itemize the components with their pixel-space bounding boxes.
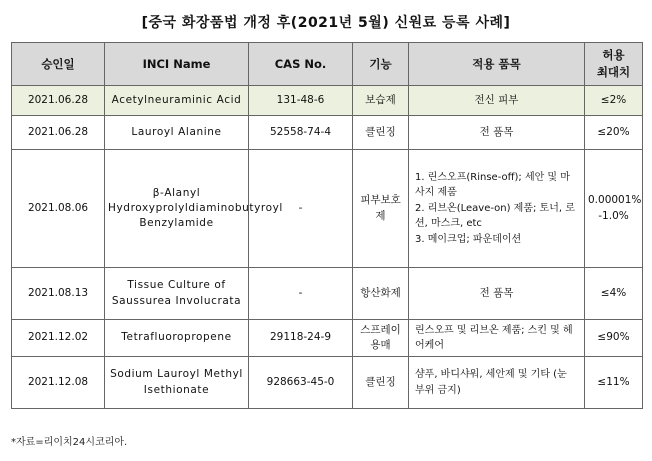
application-item: 린스오프 및 리브온 제품; 스킨 및 헤어케어 xyxy=(415,324,573,351)
cell-function: 클린징 xyxy=(353,116,409,150)
cell-date: 2021.08.06 xyxy=(12,150,105,268)
cell-max-limit: ≤20% xyxy=(585,116,643,150)
header-limit-line1: 허용 xyxy=(602,48,625,63)
application-item: 전신 피부 xyxy=(474,93,519,106)
cell-applications xyxy=(409,86,585,116)
cell-max-limit: ≤11% xyxy=(585,357,643,409)
cell-date: 2021.06.28 xyxy=(12,116,105,150)
page-title: [중국 화장품법 개정 후(2021년 5월) 신원료 등록 사례] xyxy=(141,15,511,31)
table-row xyxy=(12,150,643,268)
cell-max-limit: ≤2% xyxy=(585,86,643,116)
header-limit-line2: 최대치 xyxy=(596,65,631,79)
cell-applications xyxy=(409,150,585,268)
cell-date: 2021.06.28 xyxy=(12,86,105,116)
cell-cas-number: - xyxy=(249,268,353,320)
table-row xyxy=(12,268,643,320)
cell-applications xyxy=(409,357,585,409)
cell-inci-name: Sodium Lauroyl Methyl Isethionate xyxy=(105,357,249,409)
application-item: 전 품목 xyxy=(479,286,514,299)
cell-max-limit: ≤90% xyxy=(585,320,643,357)
cell-cas-number: 131-48-6 xyxy=(249,86,353,116)
cell-function: 스프레이 용매 xyxy=(353,320,409,357)
header-date: 승인일 xyxy=(12,43,105,86)
source-note: *자료=리이치24시코리아. xyxy=(11,437,128,448)
cell-cas-number: 52558-74-4 xyxy=(249,116,353,150)
cell-max-limit: 0.00001% -1.0% xyxy=(585,150,643,268)
cell-inci-name: Lauroyl Alanine xyxy=(105,116,249,150)
table-row xyxy=(12,116,643,150)
ingredient-table xyxy=(11,42,643,409)
header-limit xyxy=(585,43,643,86)
cell-max-limit: ≤4% xyxy=(585,268,643,320)
application-item: 2. 리브온(Leave-on) 제품; 토너, 로션, 마스크, etc xyxy=(415,202,575,230)
cell-cas-number: - xyxy=(249,150,353,268)
cell-function: 보습제 xyxy=(353,86,409,116)
application-item: 3. 메이크업; 파운데이션 xyxy=(415,233,522,245)
cell-function: 피부보호제 xyxy=(353,150,409,268)
table-row xyxy=(12,320,643,357)
header-function: 기능 xyxy=(353,43,409,86)
header-applications: 적용 품목 xyxy=(409,43,585,86)
cell-applications xyxy=(409,116,585,150)
cell-inci-name: β-Alanyl Hydroxyprolyldiaminobutyroyl Benzylamide xyxy=(105,150,249,268)
header-cas: CAS No. xyxy=(249,43,353,86)
cell-function: 항산화제 xyxy=(353,268,409,320)
cell-inci-name: Tetrafluoropropene xyxy=(105,320,249,357)
cell-inci-name: Acetylneuraminic Acid xyxy=(105,86,249,116)
cell-date: 2021.08.13 xyxy=(12,268,105,320)
header-inci: INCI Name xyxy=(105,43,249,86)
cell-date: 2021.12.08 xyxy=(12,357,105,409)
cell-date: 2021.12.02 xyxy=(12,320,105,357)
table-header-row xyxy=(12,43,643,86)
cell-cas-number: 29118-24-9 xyxy=(249,320,353,357)
cell-function: 클린징 xyxy=(353,357,409,409)
cell-applications xyxy=(409,320,585,357)
cell-cas-number: 928663-45-0 xyxy=(249,357,353,409)
application-item: 1. 린스오프(Rinse-off); 세안 및 마사지 제품 xyxy=(415,171,570,199)
table-row xyxy=(12,86,643,116)
application-item: 전 품목 xyxy=(479,125,514,138)
cell-applications xyxy=(409,268,585,320)
cell-inci-name: Tissue Culture of Saussurea Involucrata xyxy=(105,268,249,320)
table-row xyxy=(12,357,643,409)
application-item: 샴푸, 바디샤워, 세안제 및 기타 (눈 부위 금지) xyxy=(415,369,567,396)
